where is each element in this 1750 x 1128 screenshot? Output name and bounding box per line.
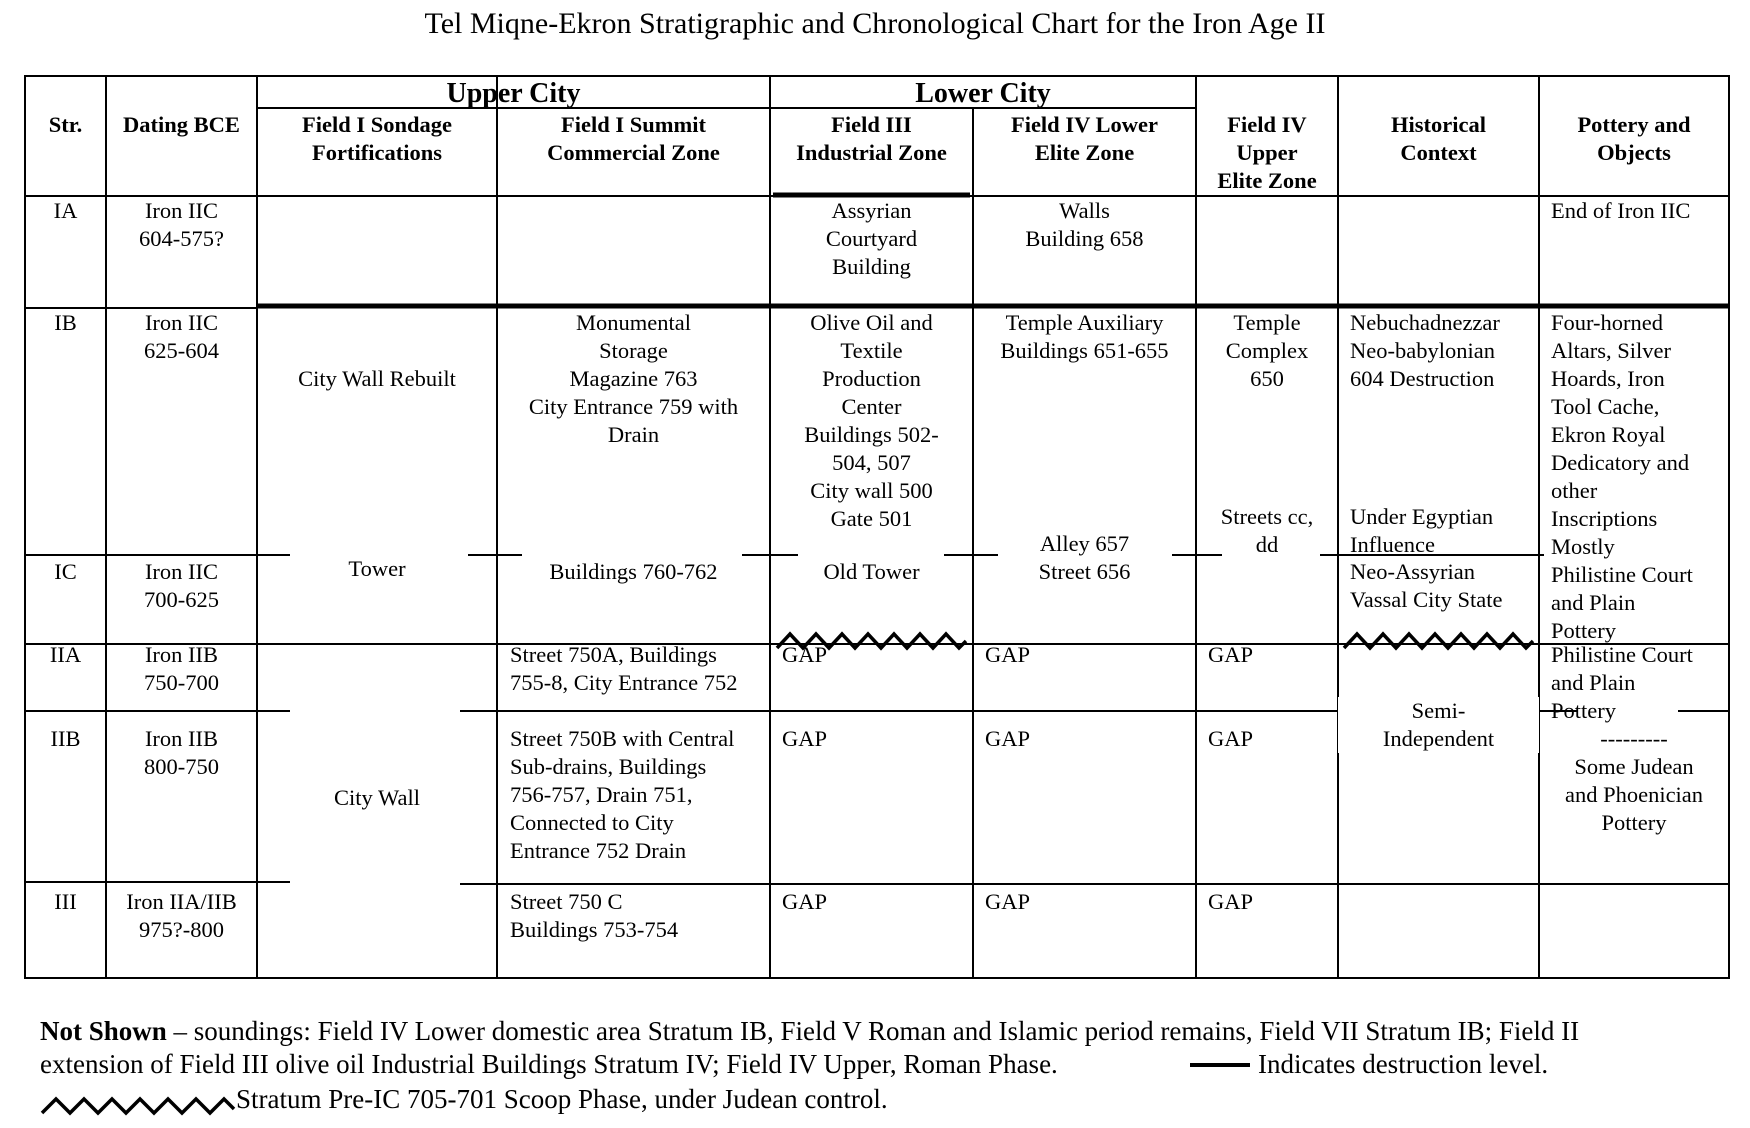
pottery-iia: Philistine Court and Plain Pottery — [1551, 642, 1693, 723]
historical-ic: Neo-Assyrian Vassal City State — [1350, 559, 1503, 612]
dating-ib: Iron IIC 625-604 — [144, 310, 219, 363]
dating-iia: Iron IIB 750-700 — [144, 642, 219, 695]
stratum-iii: III — [54, 889, 77, 914]
pottery-ib-ic: Four-horned Altars, Silver Hoards, Iron Tool Cache, Ekron Royal Dedicatory and other Inscriptions Mostly Philistine Court and Plain Pottery — [1551, 310, 1693, 643]
field4-upper-iii: GAP — [1208, 889, 1254, 914]
group-header-lower-city: Lower City — [915, 78, 1051, 109]
header-field1-summit: Field I Summit Commercial Zone — [547, 112, 720, 165]
sondage-city-wall-rebuilt: City Wall Rebuilt — [298, 366, 456, 391]
field4-upper-ib: Temple Complex 650 — [1225, 310, 1309, 391]
field4-lower-ic: Alley 657 Street 656 — [1038, 531, 1131, 584]
summit-iib: Street 750B with Central Sub-drains, Buildings 756-757, Drain 751, Connected to City Entrance 752 Drain — [510, 726, 735, 863]
legend-line-3: Stratum Pre-IC 705-701 Scoop Phase, under Judean control. — [236, 1084, 888, 1114]
header-field4-lower: Field IV Lower Elite Zone — [1010, 112, 1159, 165]
legend-zigzag-icon — [42, 1099, 234, 1113]
header-historical: Historical Context — [1391, 112, 1486, 165]
group-header-upper-city: Upper City — [446, 78, 581, 109]
header-field1-sondage: Field I Sondage Fortifications — [301, 112, 453, 165]
field4-lower-iia: GAP — [985, 642, 1031, 667]
dating-ic: Iron IIC 700-625 — [144, 559, 219, 612]
legend-not-shown-text: – soundings: Field IV Lower domestic area Stratum IB, Field V Roman and Islamic period remains, Field VII Stratum IB; Field II — [166, 1016, 1580, 1046]
field3-ia: Assyrian Courtyard Building — [825, 198, 918, 279]
header-stratum: Str. — [48, 112, 83, 137]
dating-ia: Iron IIC 604-575? — [139, 198, 224, 251]
legend-line-1 — [40, 1015, 1579, 1047]
header-pottery: Pottery and Objects — [1577, 112, 1691, 165]
legend-line-2: extension of Field III olive oil Industrial Buildings Stratum IV; Field IV Upper, Roman Phase. — [40, 1049, 1058, 1079]
field4-lower-iii: GAP — [985, 889, 1031, 914]
legend-destruction-text: Indicates destruction level. — [1258, 1049, 1549, 1079]
dating-iib: Iron IIB 800-750 — [144, 726, 219, 779]
field3-iib: GAP — [782, 726, 828, 751]
pottery-ia: End of Iron IIC — [1551, 198, 1691, 223]
legend-not-shown-label: Not Shown — [40, 1016, 167, 1046]
field4-lower-ia: Walls Building 658 — [1025, 198, 1144, 251]
field3-ib: Olive Oil and Textile Production Center Buildings 502- 504, 507 City wall 500 Gate 501 — [804, 310, 939, 531]
historical-egyptian-influence: Under Egyptian Influence — [1350, 504, 1494, 557]
field3-ic: Old Tower — [823, 559, 920, 584]
zigzag-historical — [1344, 634, 1533, 648]
summit-iia: Street 750A, Buildings 755-8, City Entrance 752 — [510, 642, 738, 695]
stratum-iia: IIA — [49, 642, 82, 667]
stratum-ib: IB — [54, 310, 77, 335]
summit-ib: Monumental Storage Magazine 763 City Entrance 759 with Drain — [528, 310, 739, 447]
stratum-ia: IA — [53, 198, 78, 223]
pottery-iib: Some Judean and Phoenician Pottery — [1564, 754, 1704, 835]
field4-upper-iia: GAP — [1208, 642, 1254, 667]
summit-iii: Street 750 C Buildings 753-754 — [510, 889, 679, 942]
header-field4-upper: Field IV Upper Elite Zone — [1217, 112, 1317, 193]
pottery-dashes: --------- — [1600, 726, 1668, 751]
field4-lower-iib: GAP — [985, 726, 1031, 751]
header-dating: Dating BCE — [123, 112, 240, 137]
historical-ib: Nebuchadnezzar Neo-babylonian 604 Destruction — [1350, 310, 1500, 391]
field3-iii: GAP — [782, 889, 828, 914]
sondage-city-wall: City Wall — [334, 785, 420, 810]
dating-iii: Iron IIA/IIB 975?-800 — [126, 889, 237, 942]
sondage-tower: Tower — [348, 556, 406, 581]
field4-upper-ic: Streets cc, dd — [1220, 504, 1314, 557]
field4-lower-ib: Temple Auxiliary Buildings 651-655 — [1000, 310, 1169, 363]
summit-ic: Buildings 760-762 — [549, 559, 718, 584]
stratum-iib: IIB — [50, 726, 81, 751]
field4-upper-iib: GAP — [1208, 726, 1254, 751]
historical-semi-independent: Semi- Independent — [1338, 697, 1539, 753]
stratum-ic: IC — [54, 559, 77, 584]
chart-title: Tel Miqne-Ekron Stratigraphic and Chronological Chart for the Iron Age II — [424, 7, 1326, 40]
field3-iia: GAP — [782, 642, 828, 667]
header-field3: Field III Industrial Zone — [796, 112, 947, 165]
